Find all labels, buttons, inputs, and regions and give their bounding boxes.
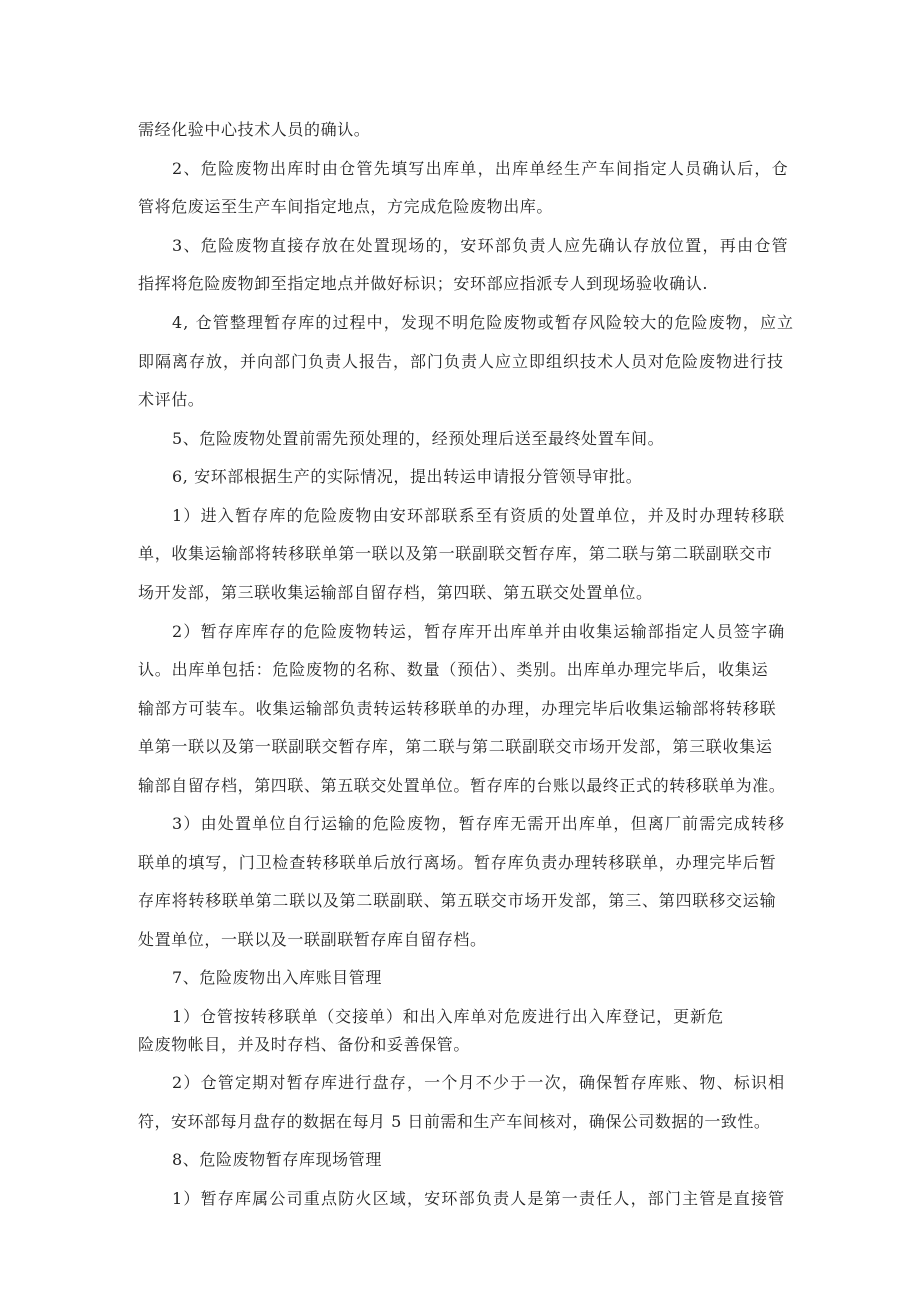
text-line: 6, 安环部根据生产的实际情况，提出转运申请报分管领导审批。 bbox=[172, 467, 643, 486]
text-line: 场开发部，第三联收集运输部自留存档，第四联、第五联交处置单位。 bbox=[138, 583, 653, 602]
text-line: 输部自留存档，第四联、第五联交处置单位。暂存库的台账以最终正式的转移联单为准。 bbox=[138, 776, 786, 795]
text-line: 即隔离存放，并向部门负责人报告，部门负责人应立即组织技术人员对危险废物进行技 bbox=[138, 352, 785, 371]
text-line: 认。出库单包括：危险废物的名称、数量（预估）、类别。出库单办理完毕后，收集运 bbox=[138, 660, 769, 679]
text-line: 指挥将危险废物卸至指定地点并做好标识；安环部应指派专人到现场验收确认. bbox=[138, 274, 709, 293]
text-line: 1）进入暂存库的危险废物由安环部联系至有资质的处置单位，并及时办理转移联 bbox=[172, 506, 786, 525]
text-line: 2）仓管定期对暂存库进行盘存，一个月不少于一次，确保暂存库账、物、标识相 bbox=[172, 1073, 786, 1092]
text-line: 险废物帐目，并及时存档、备份和妥善保管。 bbox=[138, 1035, 471, 1054]
text-line: 5、危险废物处置前需先预处理的，经预处理后送至最终处置车间。 bbox=[172, 429, 665, 448]
text-line: 4, 仓管整理暂存库的过程中，发现不明危险废物或暂存风险较大的危险废物，应立 bbox=[172, 313, 795, 332]
text-line: 需经化验中心技术人员的确认。 bbox=[138, 120, 371, 139]
text-line: 单，收集运输部将转移联单第一联以及第一联副联交暂存库，第二联与第二联副联交市 bbox=[138, 544, 773, 563]
text-line: 符，安环部每月盘存的数据在每月 5 日前需和生产车间核对，确保公司数据的一致性。 bbox=[138, 1112, 771, 1131]
text-line: 单第一联以及第一联副联交暂存库，第二联与第二联副联交市场开发部，第三联收集运 bbox=[138, 737, 773, 756]
text-line: 2、危险废物出库时由仓管先填写出库单，出库单经生产车间指定人员确认后，仓 bbox=[172, 159, 789, 178]
text-line: 术评估。 bbox=[138, 390, 205, 409]
text-line: 3）由处置单位自行运输的危险废物，暂存库无需开出库单，但离厂前需完成转移 bbox=[172, 814, 786, 833]
text-line: 1）仓管按转移联单（交接单）和出入库单对危废进行出入库登记，更新危 bbox=[172, 1007, 724, 1026]
text-line: 管将危废运至生产车间指定地点，方完成危险废物出库。 bbox=[138, 197, 554, 216]
text-line: 3、危险废物直接存放在处置现场的，安环部负责人应先确认存放位置，再由仓管 bbox=[172, 236, 789, 255]
text-line: 输部方可装车。收集运输部负责转运转移联单的办理，办理完毕后收集运输部将转移联 bbox=[138, 699, 777, 718]
text-line: 联单的填写，门卫检查转移联单后放行离场。暂存库负责办理转移联单，办理完毕后暂 bbox=[138, 853, 777, 872]
text-line: 1）暂存库属公司重点防火区域，安环部负责人是第一责任人，部门主管是直接管 bbox=[172, 1189, 786, 1208]
text-line: 处置单位，一联以及一联副联暂存库自留存档。 bbox=[138, 930, 487, 949]
text-line: 7、危险废物出入库账目管理 bbox=[172, 968, 382, 987]
text-line: 存库将转移联单第二联以及第二联副联、第五联交市场开发部，第三、第四联移交运输 bbox=[138, 891, 777, 910]
text-line: 8、危险废物暂存库现场管理 bbox=[172, 1150, 382, 1169]
text-line: 2）暂存库库存的危险废物转运，暂存库开出库单并由收集运输部指定人员签字确 bbox=[172, 622, 786, 641]
